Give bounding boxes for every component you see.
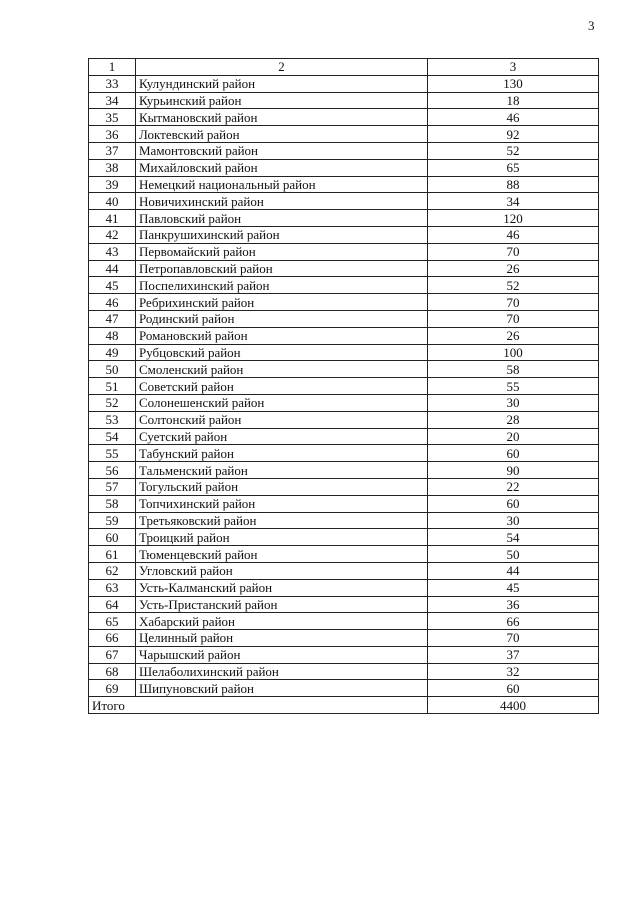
- column-header-name: 2: [136, 59, 428, 76]
- row-district-name: Усть-Пристанский район: [136, 596, 428, 613]
- table-row: [89, 512, 599, 529]
- row-number: 61: [89, 546, 136, 563]
- page-number: 3: [588, 18, 595, 33]
- row-value: 92: [428, 126, 599, 143]
- table-row: [89, 210, 599, 227]
- row-district-name: Локтевский район: [136, 126, 428, 143]
- row-number: 33: [89, 75, 136, 92]
- row-district-name: Целинный район: [136, 630, 428, 647]
- row-value: 45: [428, 579, 599, 596]
- row-value: 70: [428, 294, 599, 311]
- table-header-row: [89, 59, 599, 76]
- row-number: 52: [89, 394, 136, 411]
- row-district-name: Солтонский район: [136, 411, 428, 428]
- row-district-name: Новичихинский район: [136, 193, 428, 210]
- total-label: Итого: [89, 697, 428, 714]
- table-row: [89, 126, 599, 143]
- row-district-name: Угловский район: [136, 562, 428, 579]
- total-value: 4400: [428, 697, 599, 714]
- row-number: 64: [89, 596, 136, 613]
- row-value: 55: [428, 378, 599, 395]
- row-district-name: Усть-Калманский район: [136, 579, 428, 596]
- table-row: [89, 277, 599, 294]
- row-district-name: Панкрушихинский район: [136, 226, 428, 243]
- table-row: [89, 327, 599, 344]
- row-number: 35: [89, 109, 136, 126]
- row-number: 56: [89, 462, 136, 479]
- row-number: 44: [89, 260, 136, 277]
- table-row: [89, 411, 599, 428]
- row-value: 60: [428, 495, 599, 512]
- table-row: [89, 546, 599, 563]
- table-row: [89, 495, 599, 512]
- table-row: [89, 630, 599, 647]
- row-district-name: Табунский район: [136, 445, 428, 462]
- table-row: [89, 646, 599, 663]
- row-number: 66: [89, 630, 136, 647]
- table-row: [89, 176, 599, 193]
- row-number: 37: [89, 142, 136, 159]
- row-number: 51: [89, 378, 136, 395]
- table-row: [89, 462, 599, 479]
- table-row: [89, 92, 599, 109]
- row-district-name: Тальменский район: [136, 462, 428, 479]
- row-district-name: Чарышский район: [136, 646, 428, 663]
- row-district-name: Поспелихинский район: [136, 277, 428, 294]
- row-value: 54: [428, 529, 599, 546]
- row-district-name: Топчихинский район: [136, 495, 428, 512]
- row-district-name: Хабарский район: [136, 613, 428, 630]
- row-value: 60: [428, 680, 599, 697]
- row-district-name: Третьяковский район: [136, 512, 428, 529]
- row-value: 70: [428, 310, 599, 327]
- table-row: [89, 445, 599, 462]
- row-value: 70: [428, 243, 599, 260]
- table-row: [89, 596, 599, 613]
- row-number: 38: [89, 159, 136, 176]
- table-body: [89, 75, 599, 696]
- row-value: 22: [428, 478, 599, 495]
- row-value: 36: [428, 596, 599, 613]
- row-value: 66: [428, 613, 599, 630]
- row-number: 36: [89, 126, 136, 143]
- row-district-name: Рубцовский район: [136, 344, 428, 361]
- row-district-name: Петропавловский район: [136, 260, 428, 277]
- row-district-name: Солонешенский район: [136, 394, 428, 411]
- row-value: 88: [428, 176, 599, 193]
- row-value: 30: [428, 394, 599, 411]
- row-value: 50: [428, 546, 599, 563]
- row-district-name: Романовский район: [136, 327, 428, 344]
- table-row: [89, 260, 599, 277]
- row-number: 54: [89, 428, 136, 445]
- row-number: 41: [89, 210, 136, 227]
- row-number: 53: [89, 411, 136, 428]
- row-value: 52: [428, 142, 599, 159]
- table-row: [89, 159, 599, 176]
- row-district-name: Тюменцевский район: [136, 546, 428, 563]
- row-district-name: Михайловский район: [136, 159, 428, 176]
- table-row: [89, 378, 599, 395]
- districts-table: [88, 58, 599, 714]
- row-number: 68: [89, 663, 136, 680]
- column-header-number: 1: [89, 59, 136, 76]
- row-value: 100: [428, 344, 599, 361]
- table-row: [89, 361, 599, 378]
- row-district-name: Немецкий национальный район: [136, 176, 428, 193]
- row-district-name: Шелаболихинский район: [136, 663, 428, 680]
- row-value: 46: [428, 109, 599, 126]
- row-value: 130: [428, 75, 599, 92]
- table-row: [89, 344, 599, 361]
- row-value: 60: [428, 445, 599, 462]
- row-value: 26: [428, 260, 599, 277]
- row-number: 58: [89, 495, 136, 512]
- row-district-name: Кулундинский район: [136, 75, 428, 92]
- row-number: 39: [89, 176, 136, 193]
- row-number: 57: [89, 478, 136, 495]
- row-district-name: Родинский район: [136, 310, 428, 327]
- row-value: 46: [428, 226, 599, 243]
- table-row: [89, 109, 599, 126]
- row-number: 47: [89, 310, 136, 327]
- row-number: 63: [89, 579, 136, 596]
- row-district-name: Мамонтовский район: [136, 142, 428, 159]
- row-number: 42: [89, 226, 136, 243]
- table-row: [89, 663, 599, 680]
- row-value: 58: [428, 361, 599, 378]
- table-row: [89, 562, 599, 579]
- row-value: 120: [428, 210, 599, 227]
- row-number: 65: [89, 613, 136, 630]
- row-number: 55: [89, 445, 136, 462]
- table-row: [89, 529, 599, 546]
- row-value: 70: [428, 630, 599, 647]
- row-value: 18: [428, 92, 599, 109]
- row-number: 69: [89, 680, 136, 697]
- table-row: [89, 294, 599, 311]
- row-number: 46: [89, 294, 136, 311]
- row-number: 62: [89, 562, 136, 579]
- row-district-name: Курьинский район: [136, 92, 428, 109]
- row-district-name: Троицкий район: [136, 529, 428, 546]
- row-district-name: Тогульский район: [136, 478, 428, 495]
- row-number: 67: [89, 646, 136, 663]
- table-row: [89, 613, 599, 630]
- total-row: [89, 697, 599, 714]
- row-district-name: Ребрихинский район: [136, 294, 428, 311]
- table-row: [89, 478, 599, 495]
- row-value: 30: [428, 512, 599, 529]
- row-value: 20: [428, 428, 599, 445]
- table-row: [89, 680, 599, 697]
- table-row: [89, 579, 599, 596]
- table-row: [89, 394, 599, 411]
- row-number: 59: [89, 512, 136, 529]
- table-row: [89, 226, 599, 243]
- row-value: 65: [428, 159, 599, 176]
- row-district-name: Суетский район: [136, 428, 428, 445]
- column-header-value: 3: [428, 59, 599, 76]
- row-value: 32: [428, 663, 599, 680]
- row-district-name: Советский район: [136, 378, 428, 395]
- table-row: [89, 243, 599, 260]
- row-number: 45: [89, 277, 136, 294]
- row-value: 26: [428, 327, 599, 344]
- row-number: 49: [89, 344, 136, 361]
- row-value: 52: [428, 277, 599, 294]
- row-number: 34: [89, 92, 136, 109]
- table-row: [89, 310, 599, 327]
- row-value: 44: [428, 562, 599, 579]
- table-row: [89, 428, 599, 445]
- row-value: 28: [428, 411, 599, 428]
- row-value: 34: [428, 193, 599, 210]
- row-number: 60: [89, 529, 136, 546]
- row-district-name: Шипуновский район: [136, 680, 428, 697]
- row-district-name: Смоленский район: [136, 361, 428, 378]
- row-district-name: Первомайский район: [136, 243, 428, 260]
- table-row: [89, 75, 599, 92]
- table-row: [89, 142, 599, 159]
- row-value: 37: [428, 646, 599, 663]
- row-number: 43: [89, 243, 136, 260]
- row-number: 40: [89, 193, 136, 210]
- row-number: 48: [89, 327, 136, 344]
- table-row: [89, 193, 599, 210]
- row-value: 90: [428, 462, 599, 479]
- row-district-name: Павловский район: [136, 210, 428, 227]
- row-district-name: Кытмановский район: [136, 109, 428, 126]
- row-number: 50: [89, 361, 136, 378]
